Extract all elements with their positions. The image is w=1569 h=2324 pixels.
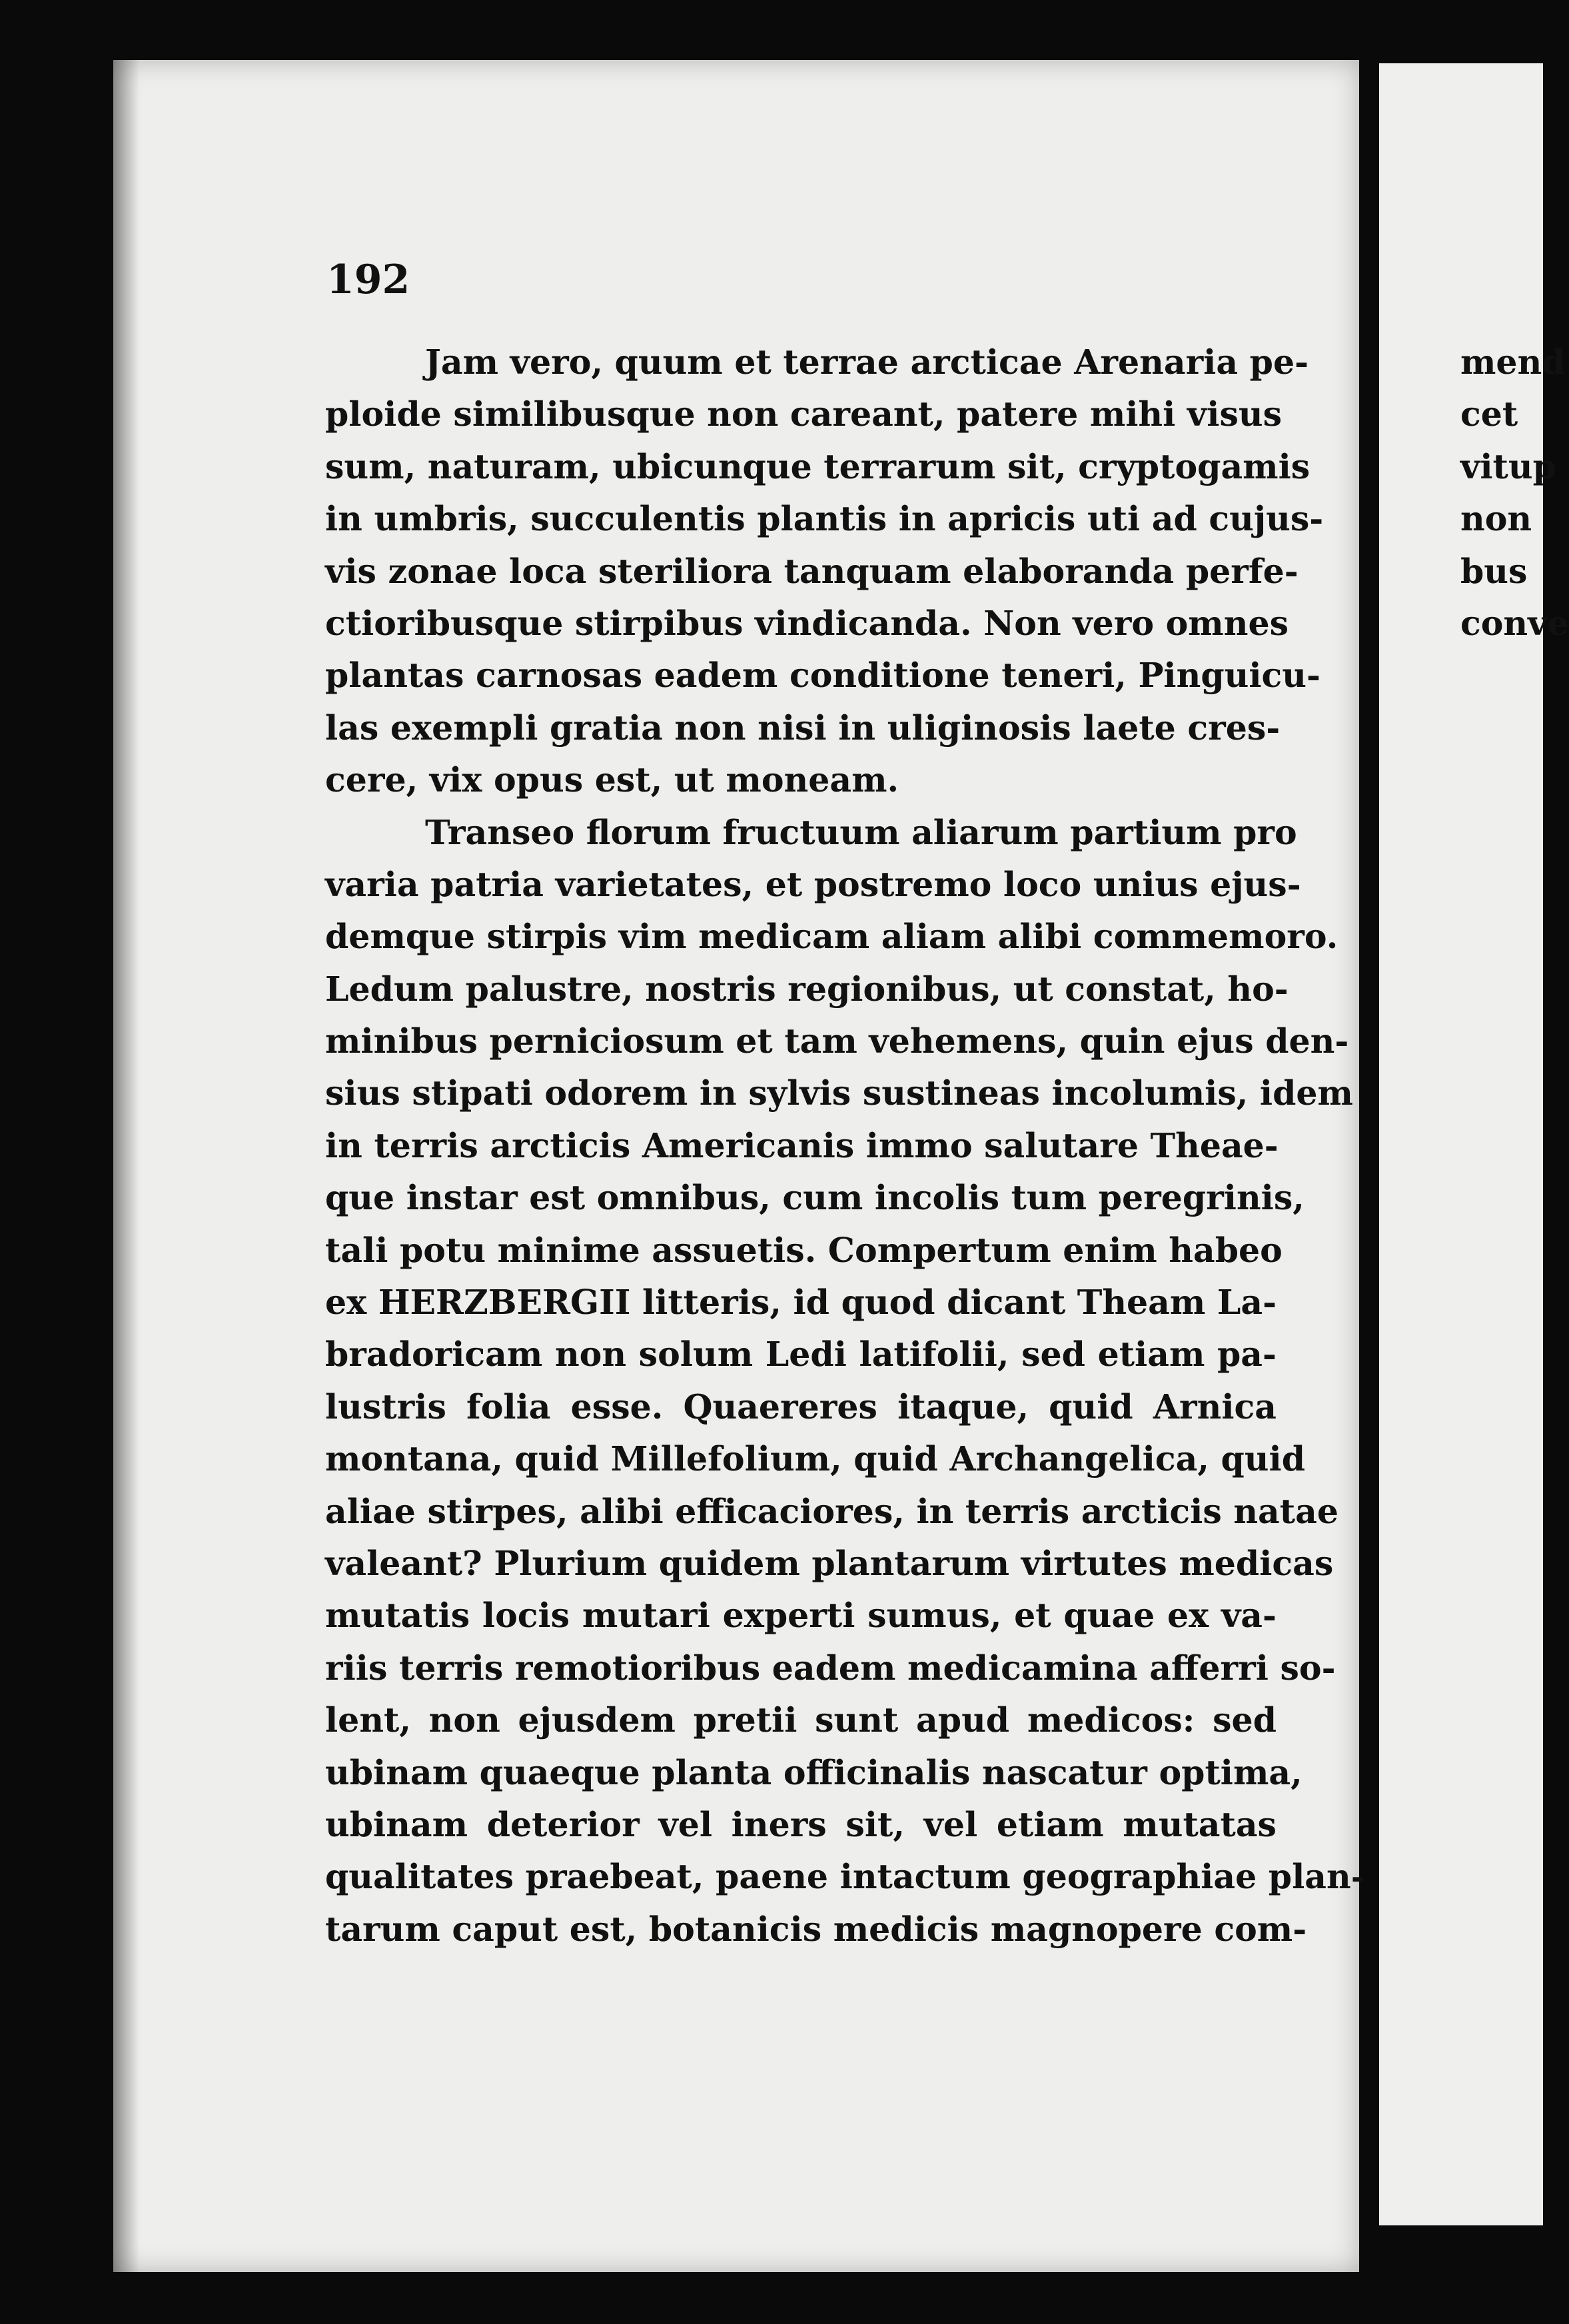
text-line: qualitates praebeat, paene intactum geographiae plan- — [325, 1857, 1365, 1897]
text-line: demque stirpis vim medicam aliam alibi commemoro. — [325, 917, 1338, 957]
text-line: ubinam deterior vel iners sit, vel etiam mutatas — [325, 1804, 1277, 1844]
facing-page-text — [1460, 336, 1569, 650]
text-line: bradoricam non solum Ledi latifolii, sed etiam pa- — [325, 1335, 1277, 1375]
text-line: vis zonae loca steriliora tanquam elaboranda perfe- — [325, 551, 1299, 591]
facing-text-line: conve — [1460, 603, 1569, 643]
text-line: mutatis locis mutari experti sumus, et quae ex va- — [325, 1596, 1277, 1636]
body-text — [325, 336, 1365, 1956]
text-line: tarum caput est, botanicis medicis magnopere com- — [325, 1909, 1307, 1949]
text-line: cere, vix opus est, ut moneam. — [325, 760, 899, 800]
text-line: Transeo florum fructuum aliarum partium pro — [425, 812, 1297, 852]
text-line: in umbris, succulentis plantis in apricis uti ad cujus- — [325, 499, 1324, 539]
text-line: minibus perniciosum et tam vehemens, quin ejus den- — [325, 1021, 1349, 1061]
text-line: Jam vero, quum et terrae arcticae Arenaria pe- — [425, 342, 1309, 382]
text-line: ploide similibusque non careant, patere mihi visus — [325, 394, 1283, 434]
text-line: lustris folia esse. Quaereres itaque, quid Arnica — [325, 1387, 1277, 1427]
facing-text-line: vitup — [1460, 446, 1556, 486]
facing-text-line: cet — [1460, 394, 1518, 434]
page-number: 192 — [326, 257, 410, 303]
text-line: Ledum palustre, nostris regionibus, ut constat, ho- — [325, 969, 1289, 1009]
text-line: riis terris remotioribus eadem medicamina afferri so- — [325, 1648, 1336, 1688]
text-line: in terris arcticis Americanis immo salutare Theae- — [325, 1125, 1279, 1165]
facing-text-line: bus — [1460, 551, 1528, 591]
text-line: ubinam quaeque planta officinalis nascatur optima, — [325, 1752, 1303, 1792]
text-line: varia patria varietates, et postremo loco unius ejus- — [325, 864, 1301, 904]
text-line: que instar est omnibus, cum incolis tum peregrinis, — [325, 1178, 1305, 1218]
text-line: tali potu minime assuetis. Compertum enim habeo — [325, 1230, 1283, 1270]
facing-text-line: mend — [1460, 342, 1566, 382]
text-line: sum, naturam, ubicunque terrarum sit, cryptogamis — [325, 446, 1310, 486]
text-line: plantas carnosas eadem conditione teneri, Pinguicu- — [325, 656, 1320, 696]
text-line: valeant? Plurium quidem plantarum virtutes medicas — [325, 1543, 1334, 1583]
text-line: ex HERZBERGII litteris, id quod dicant Theam La- — [325, 1283, 1277, 1323]
text-line: ctioribusque stirpibus vindicanda. Non vero omnes — [325, 603, 1289, 643]
facing-text-line: non — [1460, 499, 1532, 539]
text-line: lent, non ejusdem pretii sunt apud medicos: sed — [325, 1700, 1277, 1740]
text-line: montana, quid Millefolium, quid Archangelica, quid — [325, 1439, 1306, 1479]
text-line: las exempli gratia non nisi in uliginosis laete cres- — [325, 708, 1281, 748]
text-line: aliae stirpes, alibi efficaciores, in terris arcticis natae — [325, 1491, 1338, 1531]
text-line: sius stipati odorem in sylvis sustineas incolumis, idem — [325, 1073, 1353, 1113]
